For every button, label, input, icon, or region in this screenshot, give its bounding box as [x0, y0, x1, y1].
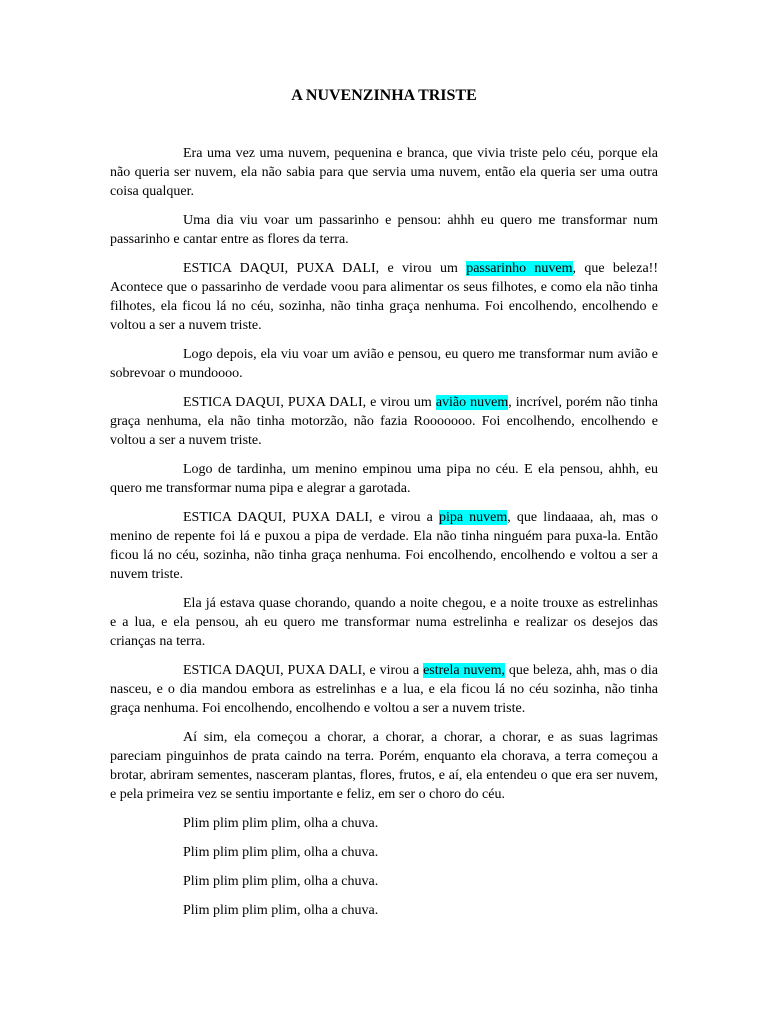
paragraph-3-text-before: ESTICA DAQUI, PUXA DALI, e virou um	[183, 261, 467, 276]
refrain-line-2: Plim plim plim plim, olha a chuva.	[183, 845, 379, 860]
paragraph-4: Logo depois, ela viu voar um avião e pensou, eu quero me transformar num avião e sobrevoar o mundoooo.	[110, 347, 658, 381]
highlighted-phrase-passarinho: passarinho nuvem	[466, 261, 573, 276]
paragraph-9-text-after: que beleza, ahh, mas o dia nasceu, e o dia mandou embora as estrelinhas e a lua, e ela ficou lá no céu sozinha, não tinha graça nenhuma. Foi encolhendo, encolhendo e voltou a ser a nuvem triste.	[110, 663, 659, 716]
paragraph-9-text-before: ESTICA DAQUI, PUXA DALI, e virou a	[183, 663, 424, 678]
paragraph-1: Era uma vez uma nuvem, pequenina e branca, que vivia triste pelo céu, porque ela não queria ser nuvem, ela não sabia para que servia uma nuvem, então ela queria ser uma outra coisa qualquer.	[110, 146, 658, 199]
paragraph-3-text-after: , que beleza!! Acontece que o passarinho de verdade voou para alimentar os seus filhotes, e como ela não tinha filhotes, ela ficou lá no céu, sozinha, não tinha graça nenhuma. Foi encolhendo, encolhendo e voltou a ser a nuvem triste.	[110, 261, 658, 333]
highlighted-phrase-aviao: avião nuvem	[435, 395, 509, 410]
paragraph-6: Logo de tardinha, um menino empinou uma pipa no céu. E ela pensou, ahhh, eu quero me transformar numa pipa e alegrar a garotada.	[110, 462, 658, 496]
highlighted-phrase-estrela: estrela nuvem,	[423, 663, 506, 678]
paragraph-9	[110, 661, 658, 718]
paragraph-7	[110, 508, 658, 584]
document-title: A NUVENZINHA TRISTE	[291, 87, 477, 104]
paragraph-7-text-before: ESTICA DAQUI, PUXA DALI, e virou a	[183, 510, 439, 525]
refrain-line-3: Plim plim plim plim, olha a chuva.	[183, 874, 379, 889]
paragraph-7-text-after: , que lindaaaa, ah, mas o menino de repente foi lá e puxou a pipa de verdade. Ela não tinha ninguém para puxa-la. Então ficou lá no céu, sozinha, não tinha graça nenhuma. Foi encolhendo, encolhendo e voltou a ser a nuvem triste.	[110, 510, 658, 582]
paragraph-3	[110, 259, 658, 335]
highlighted-phrase-pipa: pipa nuvem	[438, 510, 508, 525]
paragraph-10: Aí sim, ela começou a chorar, a chorar, a chorar, a chorar, e as suas lagrimas pareciam pinguinhos de prata caindo na terra. Porém, enquanto ela chorava, a terra começou a brotar, abriram sementes, nasceram plantas, flores, frutos, e aí, ela entendeu o que era ser nuvem, e pela primeira vez se sentiu importante e feliz, em ser o choro do céu.	[110, 730, 658, 802]
paragraph-5-text-after: , incrível, porém não tinha graça nenhuma, ela não tinha motorzão, não fazia Rooooooo. Foi encolhendo, encolhendo e voltou a ser a nuvem triste.	[110, 395, 659, 448]
refrain-line-1: Plim plim plim plim, olha a chuva.	[183, 816, 379, 831]
paragraph-5-text-before: ESTICA DAQUI, PUXA DALI, e virou um	[183, 395, 436, 410]
document-body	[110, 144, 658, 930]
paragraph-8: Ela já estava quase chorando, quando a noite chegou, e a noite trouxe as estrelinhas e a lua, e ela pensou, ah eu quero me transformar numa estrelinha e realizar os desejos das crianças na terra.	[110, 596, 658, 649]
paragraph-2: Uma dia viu voar um passarinho e pensou: ahhh eu quero me transformar num passarinho e cantar entre as flores da terra.	[110, 213, 658, 247]
paragraph-5	[110, 393, 658, 450]
refrain-line-4: Plim plim plim plim, olha a chuva.	[183, 903, 379, 918]
